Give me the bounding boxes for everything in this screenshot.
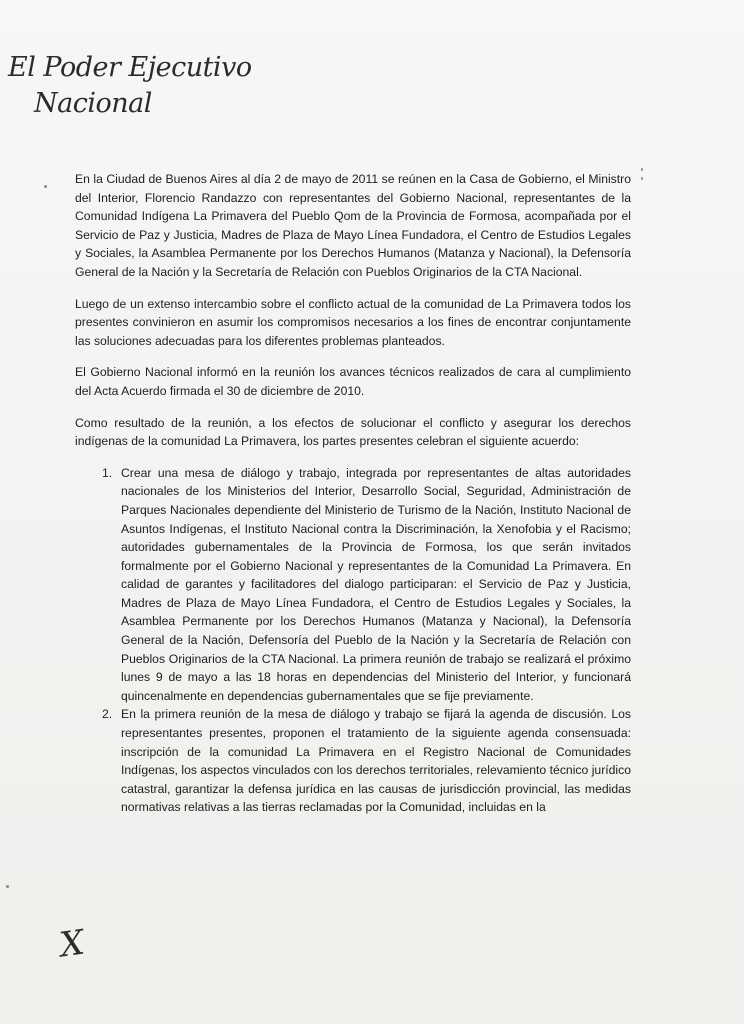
agreement-text: Crear una mesa de diálogo y trabajo, integrada por representantes de altas autoridades nacionales de los Ministerios del Interior, Desarrollo Social, Seguridad, Administración de Parques Nacionales dependiente del Ministerio de Turismo de la Nación, Instituto Nacional de Asuntos Indígenas, el Instituto Nacional contra la Discriminación, la Xenofobia y el Racismo; autoridades gubernamentales de la Provincia de Formosa, los que serán invitados formalmente por el Gobierno Nacional y representantes de la Comunidad La Primavera. En calidad de garantes y facilitadores del dialogo participaran: el Servicio de Paz y Justicia, Madres de Plaza de Mayo Línea Fundadora, el Centro de Estudios Legales y Sociales, la Asamblea Permanente por los Derechos Humanos (Matanza y Nacional), la Defensoría General de la Nación, Defensoría del Pueblo de la Nación y la Secretaría de Relación con Pueblos Originarios de la CTA Nacional. La primera reunión de trabajo se realizará el próximo lunes 9 de mayo a las 18 horas en dependencias del Ministerio del Interior, y funcionará quincenalmente en dependencias gubernamentales que se fije previamente. <box>121 465 631 703</box>
document-body <box>75 170 631 817</box>
paragraph-agreement-intro: Como resultado de la reunión, a los efectos de solucionar el conflicto y asegurar los derechos indígenas de la comunidad La Primavera, los partes presentes celebran el siguiente acuerdo: <box>75 415 631 449</box>
agreement-item-2 <box>75 705 631 817</box>
handwritten-mark: X <box>57 922 87 966</box>
scan-speck <box>641 177 643 180</box>
agreement-number: 2. <box>102 707 113 722</box>
agreements-list <box>75 464 631 817</box>
paragraph-meeting-intro: En la Ciudad de Buenos Aires al día 2 de mayo de 2011 se reúnen en la Casa de Gobierno, el Ministro del Interior, Florencio Randazzo con representantes del Gobierno Nacional, representantes de la Comunidad Indígena La Primavera del Pueblo Qom de la Provincia de Formosa, acompañada por el Servicio de Paz y Justicia, Madres de Plaza de Mayo Línea Fundadora, el Centro de Estudios Legales y Sociales, la Asamblea Permanente por los Derechos Humanos (Matanza y Nacional), la Defensoría General de la Nación y la Secretaría de Relación con Pueblos Originarios de la CTA Nacional. <box>75 172 631 279</box>
letterhead-line-1: El Poder Ejecutivo <box>8 52 252 83</box>
scan-speck <box>44 185 47 188</box>
agreement-item-1 <box>75 464 631 706</box>
agreement-number: 1. <box>102 465 113 480</box>
letterhead-line-2: Nacional <box>34 88 152 119</box>
paragraph-exchange: Luego de un extenso intercambio sobre el conflicto actual de la comunidad de La Primavera todos los presentes convinieron en asumir los compromisos necesarios a los fines de encontrar conjuntamente las soluciones adecuadas para los diferentes problemas planteados. <box>75 296 631 348</box>
letterhead <box>8 50 252 122</box>
agreement-text: En la primera reunión de la mesa de diálogo y trabajo se fijará la agenda de discusión. Los representantes presentes, proponen el tratamiento de la siguiente agenda consensuada: inscripción de la comunidad La Primavera en el Registro Nacional de Comunidades Indígenas, los aspectos vinculados con los derechos territoriales, relevamiento técnico jurídico catastral, garantizar la defensa jurídica en las causas de jurisdicción provincial, las medidas normativas relativas a las tierras reclamadas por la Comunidad, incluidas en la <box>121 707 631 815</box>
paragraph-government-report: El Gobierno Nacional informó en la reunión los avances técnicos realizados de cara al cumplimiento del Acta Acuerdo firmada el 30 de diciembre de 2010. <box>75 365 631 398</box>
scan-speck <box>6 885 9 888</box>
scan-speck <box>641 168 643 171</box>
